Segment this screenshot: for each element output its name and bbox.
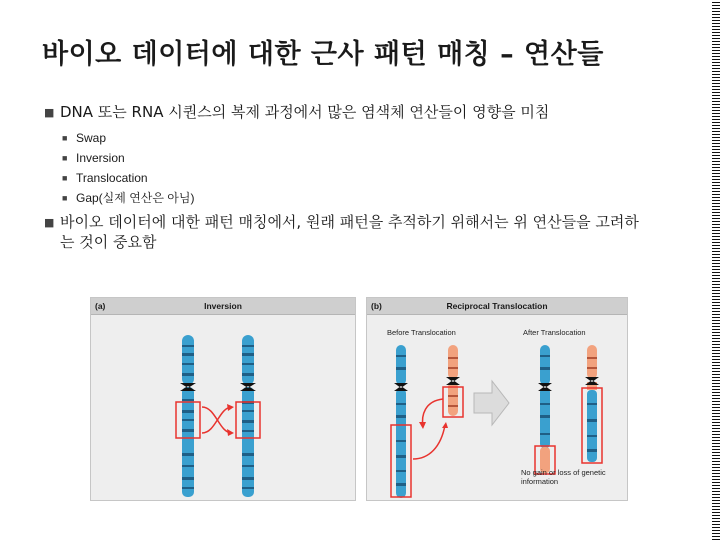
bullet-list xyxy=(44,102,644,252)
square-bullet-icon: ■ xyxy=(44,106,55,119)
bullet-item xyxy=(44,102,644,122)
sub-bullet-item xyxy=(62,148,644,168)
slide-title: 바이오 데이터에 대한 근사 패턴 매칭 – 연산들 xyxy=(42,39,604,70)
sub-bullet-item xyxy=(62,188,644,208)
sub-bullet-text: Swap xyxy=(76,131,107,145)
sub-bullet-item xyxy=(62,168,644,188)
panel-header xyxy=(367,298,627,315)
sub-bullet-text: Inversion xyxy=(76,151,125,165)
square-bullet-icon: ■ xyxy=(62,173,68,183)
panel-title: Reciprocal Translocation xyxy=(446,301,548,311)
chromosome-blue-after xyxy=(535,345,555,474)
square-bullet-icon: ■ xyxy=(62,133,68,143)
bullet-text: DNA 또는 RNA 시퀀스의 복제 과정에서 많은 염색체 연산들이 영향을 미침 xyxy=(60,103,550,121)
translocation-arrows xyxy=(413,399,445,459)
chromosome-orange-before xyxy=(443,345,463,417)
sub-bullet-item xyxy=(62,128,644,148)
before-label: Before Translocation xyxy=(387,328,456,337)
panel-title: Inversion xyxy=(204,301,242,311)
square-bullet-icon: ■ xyxy=(44,216,55,229)
chromosome-original xyxy=(176,335,200,497)
panel-header xyxy=(91,298,355,315)
bullet-text: 바이오 데이터에 대한 패턴 매칭에서, 원래 패턴을 추적하기 위해서는 위 연산들을 고려하는 것이 중요함 xyxy=(60,213,639,251)
inversion-panel xyxy=(90,297,356,501)
translocation-panel xyxy=(366,297,628,501)
translocation-note: No gain or loss of genetic information xyxy=(521,468,606,486)
inversion-diagram xyxy=(91,315,355,499)
sub-bullet-text: Gap(실제 연산은 아님) xyxy=(76,191,195,205)
chromosome-orange-after xyxy=(582,345,602,463)
decorative-frame-edge xyxy=(712,0,720,540)
sub-bullet-list xyxy=(62,128,644,208)
panel-tag: (a) xyxy=(95,301,106,311)
big-right-arrow xyxy=(474,381,509,425)
inversion-arrows xyxy=(202,407,232,433)
chromosome-blue-before xyxy=(391,345,411,498)
chromosome-inverted xyxy=(236,335,260,497)
sub-bullet-text: Translocation xyxy=(76,171,148,185)
bullet-item xyxy=(44,212,644,252)
panel-tag: (b) xyxy=(371,301,382,311)
square-bullet-icon: ■ xyxy=(62,193,68,203)
after-label: After Translocation xyxy=(523,328,586,337)
square-bullet-icon: ■ xyxy=(62,153,68,163)
